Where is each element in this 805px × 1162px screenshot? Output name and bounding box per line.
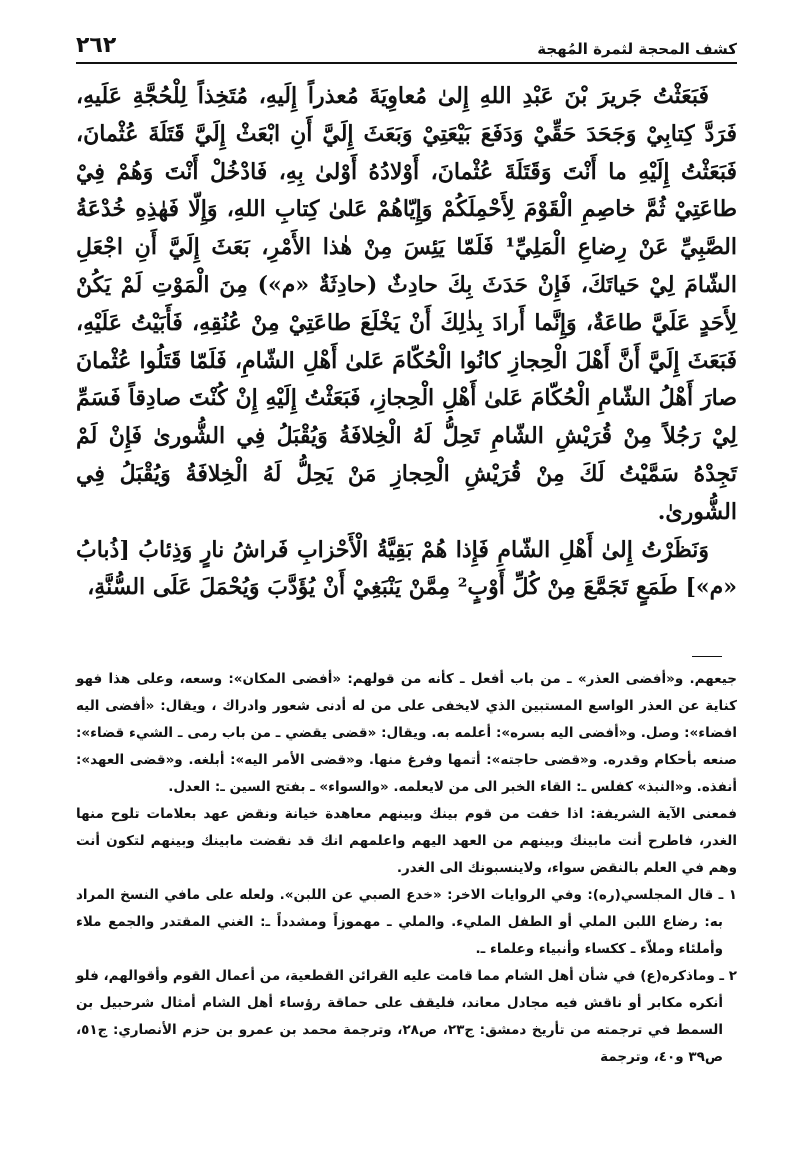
page-header — [76, 28, 737, 64]
footnotes — [76, 666, 737, 1071]
footnote-2: ٢ ـ وماذكره(ع) في شأن أهل الشام مما قامت عليه القرائن القطعية، من أعمال القوم وأقوالهم، فلو أنكره مكابر أو ناقش فيه مجادل معاند، فليقف على حماقة رؤساء أهل الشام أمثال شرحبيل بن السمط في ترجمته من تأريخ دمشق: ج٢٣، ص٢٨، وترجمة محمد بن عمرو بن حزم الأنصاري: ج٥١، ص٣٩ و٤٠، وترجمة — [76, 968, 737, 1065]
footnote-rule-line — [692, 656, 722, 657]
page-number: ٢٦٢ — [76, 33, 117, 58]
main-paragraph: وَنَظَرْتُ إِلىٰ أَهْلِ الشّامِ فَإِذا هُمْ بَقِيَّةُ الْأَحْزابِ فَراشُ نارٍ وَذِئابُ [ذُبابُ «م»] طَمَعٍ تَجَمَّعَ مِنْ كُلِّ أَوْبٍ² مِمَّنْ يَنْبَغِيْ أَنْ يُؤَدَّبَ وَيُحْمَلَ عَلَى السُّنَّةِ، — [76, 536, 737, 601]
running-title: كشف المحجة لثمرة المُهجة — [537, 40, 737, 58]
main-text — [76, 78, 737, 607]
footnote-1: ١ ـ قال المجلسي(ره): وفي الروايات الاخر: «خدع الصبي عن اللبن». ولعله على مافي النسخ المراد به: رضاع اللبن الملي أو الطفل المليء. والملي ـ مهموزاً ومشدداً ـ: الغني المقتدر والجمع ملاء وأملئاء وملاّء ـ ككساء وأنبياء وعلماء ـ. — [76, 887, 737, 957]
main-paragraph: فَبَعَثْتُ جَريرَ بْنَ عَبْدِ اللهِ إِلىٰ مُعاوِيَةَ مُعذراً إِلَيهِ، مُتَخِذاً لِلْحُجَّةِ عَلَيهِ، فَرَدَّ كِتابِيْ وَجَحَدَ حَقِّيْ وَدَفَعَ بَيْعَتِيْ وَبَعَثَ إِلَيَّ أَنِ ابْعَثْ إِلَيَّ قَتَلَةَ عُثْمانَ، فَبَعَثْتُ إِلَيْهِ ما أَنْتَ وَقَتَلَةَ عُثْمانَ، أَوْلادُهُ أَوْلىٰ بِهِ، فَادْخُلْ أَنْتَ وَهُمْ فِيْ طاعَتِيْ ثُمَّ خاصِمِ الْقَوْمَ لِأَحْمِلَكُمْ وَإِيّاهُمْ عَلىٰ كِتابِ اللهِ، وَإِلّا فَهٰذِهِ خُدْعَةُ الصَّبِيِّ عَنْ رِضاعِ الْمَلِيِّ¹ فَلَمّا يَئِسَ مِنْ هٰذا الأَمْرِ، بَعَثَ إِلَيَّ أَنِ اجْعَلِ الشّامَ لِيْ حَياتَكَ، فَإِنْ حَدَثَ بِكَ حادِثٌ (حادِثَةٌ «م») مِنَ الْمَوْتِ لَمْ يَكُنْ لِأَحَدٍ عَلَيَّ طاعَةٌ، وَإِنَّما أَرادَ بِذٰلِكَ أَنْ يَخْلَعَ طاعَتِيْ مِنْ عُنُقِهِ، فَأَبَيْتُ عَلَيْهِ، فَبَعَثَ إِلَيَّ أَنَّ أَهْلَ الْحِجازِ كانُوا الْحُكّامَ عَلىٰ أَهْلِ الشّامِ، فَلَمّا قَتَلُوا عُثْمانَ صارَ أَهْلُ الشّامِ الْحُكّامَ عَلىٰ أَهْلِ الْحِجازِ، فَبَعَثْتُ إِلَيْهِ إِنْ كُنْتَ صادِقاً فَسَمِّ لِيْ رَجُلاً مِنْ قُرَيْشِ الشّامِ تَحِلُّ لَهُ الْخِلافَةُ وَيُقْبَلُ فِي الشُّورىٰ فَإِنْ لَمْ تَجِدْهُ سَمَّيْتُ لَكَ مِنْ قُرَيْشِ الْحِجازِ مَنْ يَحِلُّ لَهُ الْخِلافَةُ وَيُقْبَلُ فِي الشُّورىٰ. — [76, 83, 738, 525]
footnote-continuation: فمعنى الآية الشريفة: اذا خفت من قوم بينك وبينهم معاهدة خيانة ونقض عهد بعلامات تلوح منها الغدر، فاطرح أنت مابينك وبينهم من العهد اليهم واعلمهم انك قد نقضت مابينك وبينهم لتكون أنت وهم في العلم بالنقض سواء، ولاينسبونك الى الغدر. — [76, 806, 737, 876]
footnote-continuation: جيعهم. و«أفضى العذر» ـ من باب أفعل ـ كأنه من قولهم: «أفضى المكان»: وسعه، وعلى هذا فهو كناية عن العذر الواسع المستبين الذي لايخفى على من له أدنى شعور وادراك ، ويقال: «أفضى اليه افضاء»: وصل. و«أفضى اليه بسره»: أعلمه به. ويقال: «قضى يقضي ـ من باب رمى ـ الشيء قضاء»: صنعه بأحكام وقدره. و«قضى حاجته»: أتمها وفرغ منها. و«قضى الأمر اليه»: أبلغه. و«قضى العهد»: أنفذه. و«النبذ» كفلس ـ: القاء الخبر الى من لايعلمه. «والسواء» ـ بفتح السين ـ: العدل. — [76, 671, 737, 795]
